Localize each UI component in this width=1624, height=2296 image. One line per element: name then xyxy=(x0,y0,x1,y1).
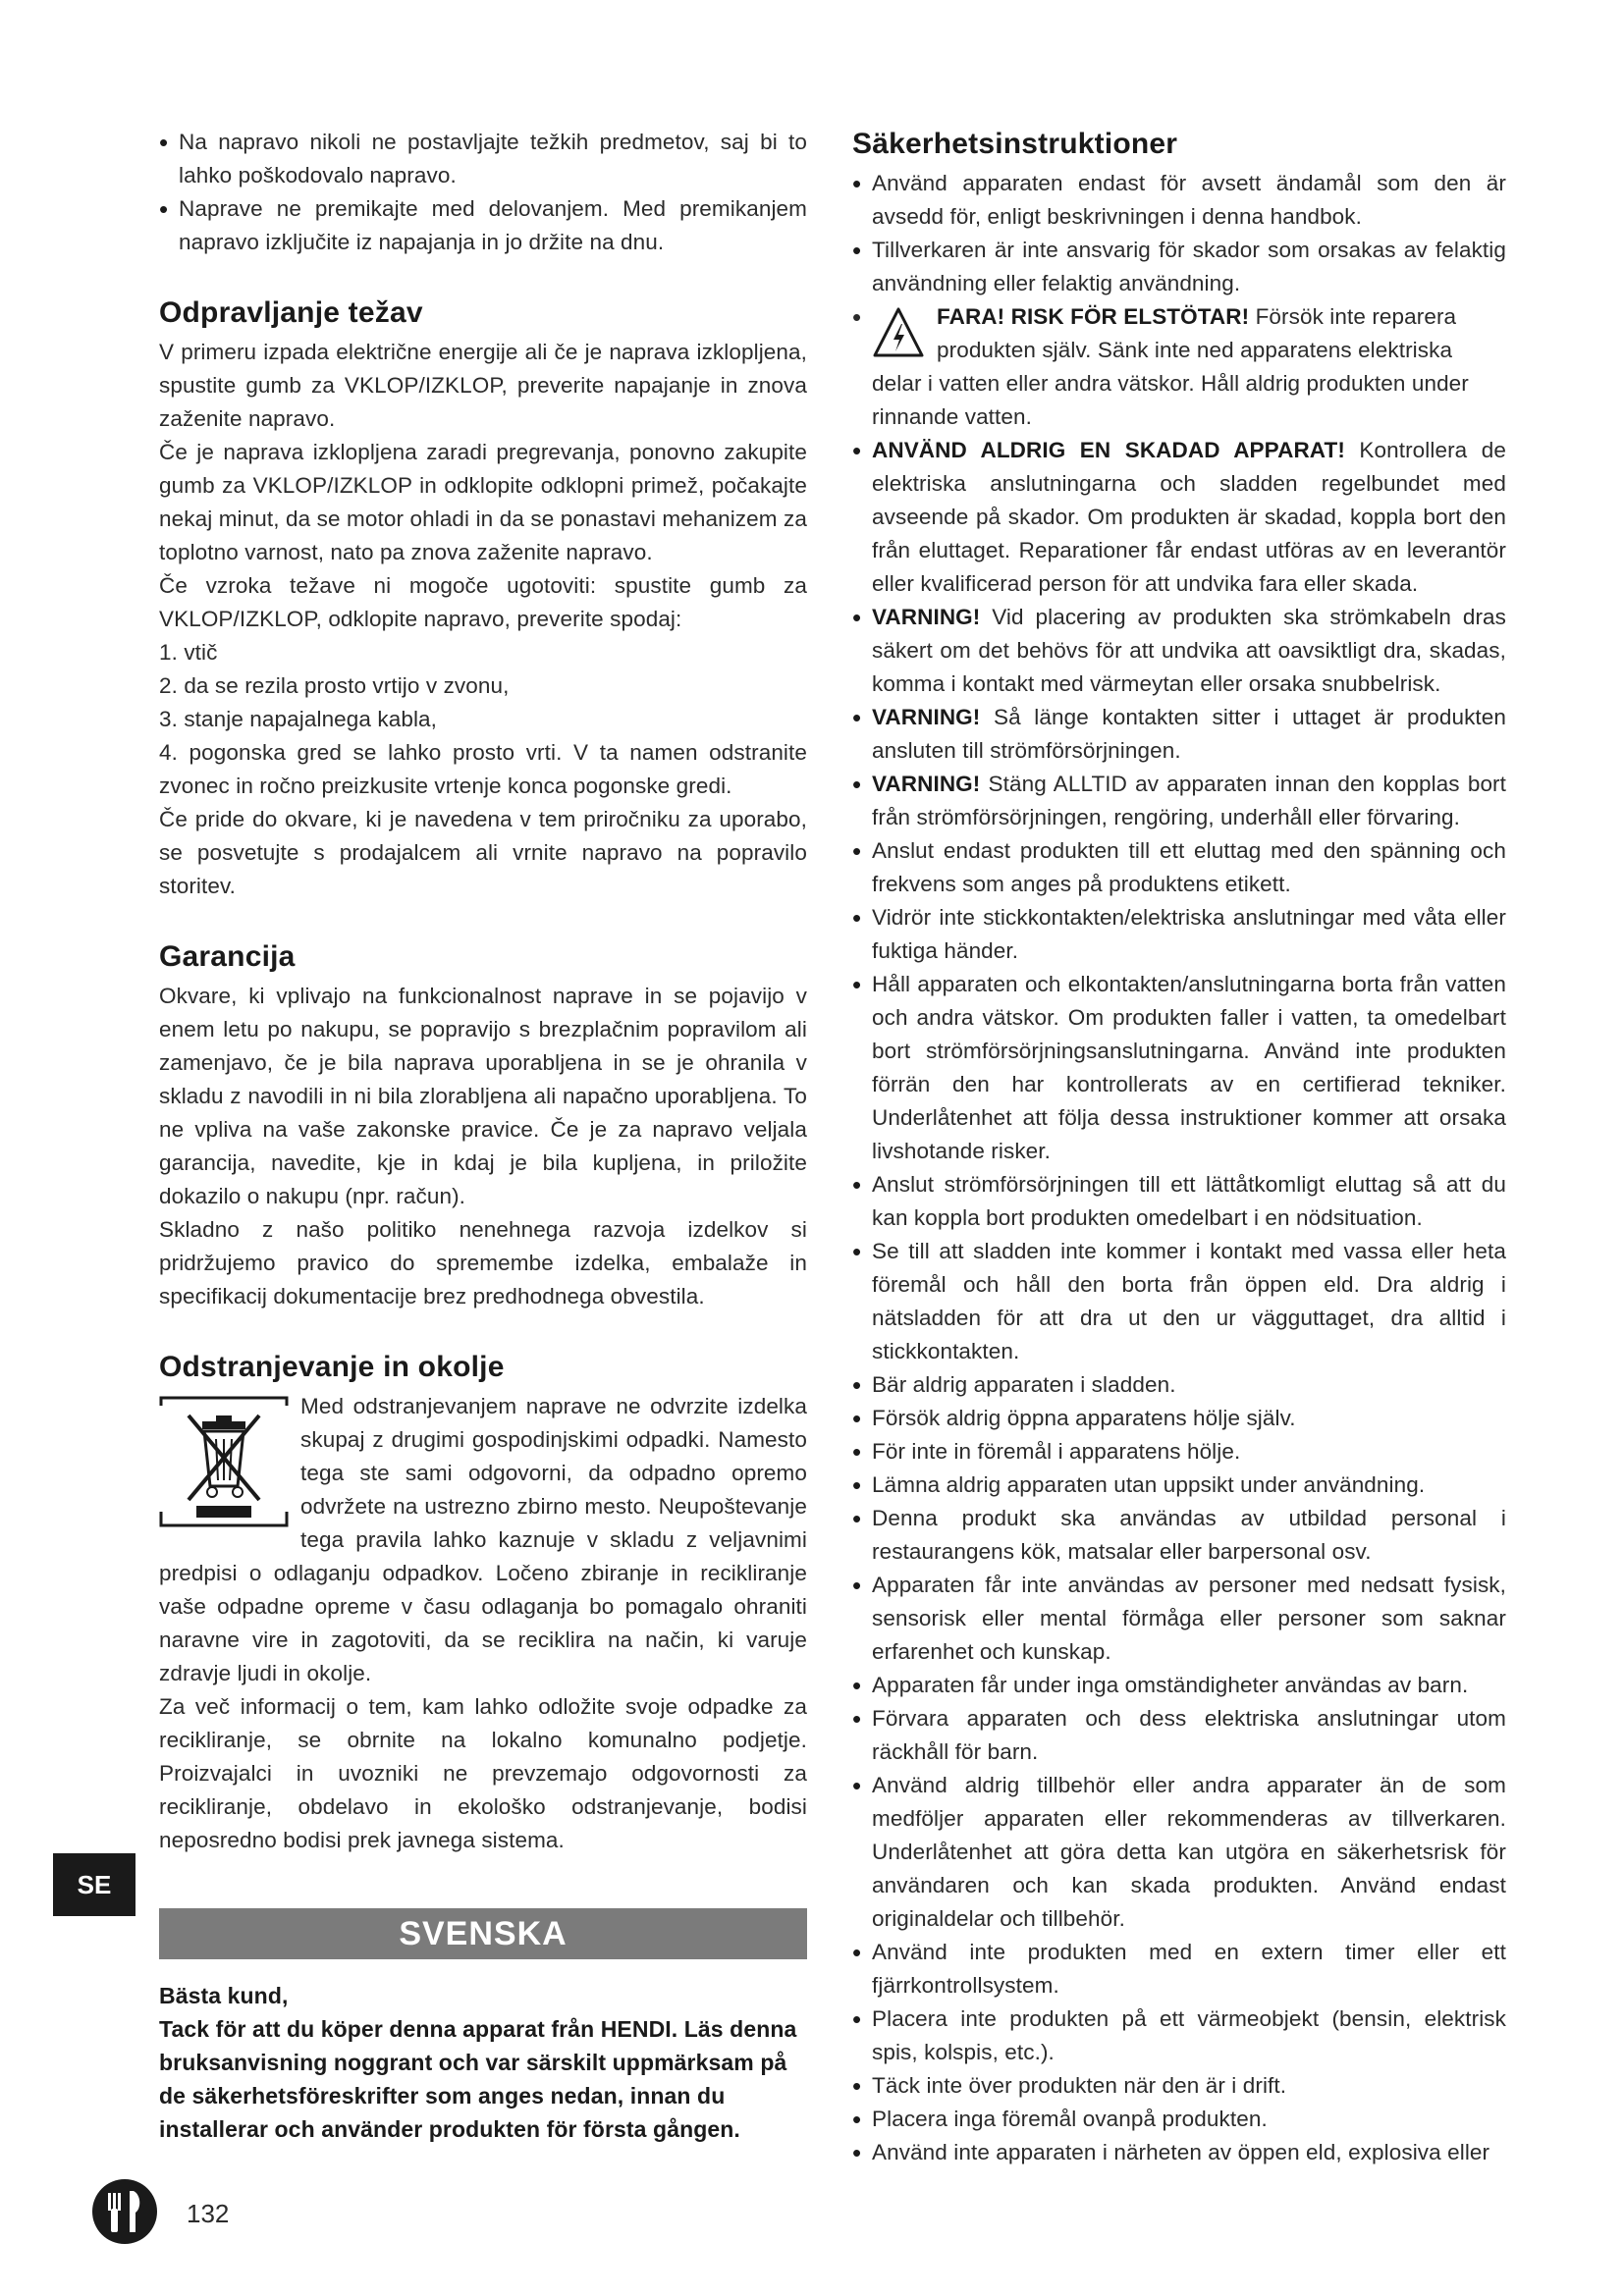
numbered-item: 4. pogonska gred se lahko prosto vrti. V ta namen odstranite zvonec in ročno preizkusite vrtenje konca pogonske gredi. xyxy=(159,740,807,798)
warranty-heading: Garancija xyxy=(159,940,296,973)
bullet-text: Vid placering av produkten ska strömkabeln dras säkert om det behövs för att undvika att oavsiktligt dra, skadas, komma i kontakt med värmeytan eller orsaka snubbelrisk. xyxy=(872,605,1506,696)
bullet-item: • Placera inga föremål ovanpå produkten. xyxy=(852,2103,1506,2136)
intro-text: Tack för att du köper denna apparat från HENDI. Läs denna bruksanvisning noggrant och var särskilt uppmärksam på de säkerhetsföreskrifter som anges nedan, innan du installerar och använder produkten för första gången. xyxy=(159,2016,797,2142)
intro-block xyxy=(159,1979,807,2146)
weee-crossed-bin-icon xyxy=(159,1396,289,1529)
disposal-heading: Odstranjevanje in okolje xyxy=(159,1351,505,1383)
bullet-item: • Täck inte över produkten när den är i drift. xyxy=(852,2069,1506,2103)
bullet-item: • Tillverkaren är inte ansvarig för skador som orsakas av felaktig användning eller felaktig användning. xyxy=(852,234,1506,300)
paragraph: Če pride do okvare, ki je navedena v tem priročniku za uporabo, se posvetujte s prodajalcem ali vrnite napravo na popravilo storitev. xyxy=(159,807,807,898)
bullet-item: • Na napravo nikoli ne postavljajte težkih predmetov, saj bi to lahko poškodovalo napravo. xyxy=(159,126,807,192)
safety-heading: Säkerhetsinstruktioner xyxy=(852,128,1178,160)
right-column xyxy=(852,126,1506,2169)
bullet-item: • Apparaten får inte användas av personer med nedsatt fysisk, sensorisk eller mental förmåga eller personer som saknar erfarenhet och kunskap. xyxy=(852,1569,1506,1669)
bullet-item: • Bär aldrig apparaten i sladden. xyxy=(852,1368,1506,1402)
numbered-item: 1. vtič xyxy=(159,640,218,665)
disposal-block xyxy=(159,1390,807,1690)
bullet-item: • Använd inte produkten med en extern timer eller ett fjärrkontrollsystem. xyxy=(852,1936,1506,2002)
bullet-item: • För inte in föremål i apparatens hölje. xyxy=(852,1435,1506,1468)
bullet-item: • Apparaten får under inga omständigheter användas av barn. xyxy=(852,1669,1506,1702)
troubleshooting-heading: Odpravljanje težav xyxy=(159,296,423,329)
bullet-item xyxy=(852,601,1506,701)
bullet-item xyxy=(852,701,1506,768)
danger-bullet xyxy=(852,300,1506,434)
paragraph: Če vzroka težave ni mogoče ugotoviti: spustite gumb za VKLOP/IZKLOP, odklopite napravo, preverite spodaj: xyxy=(159,573,807,631)
bullet-bold: VARNING! xyxy=(872,605,981,629)
bullet-item: • Lämna aldrig apparaten utan uppsikt under användning. xyxy=(852,1468,1506,1502)
bullet-item: • Vidrör inte stickkontakten/elektriska anslutningar med våta eller fuktiga händer. xyxy=(852,901,1506,968)
language-tab: SE xyxy=(53,1853,135,1916)
bullet-item: • Denna produkt ska användas av utbildad personal i restaurangens kök, matsalar eller barpersonal osv. xyxy=(852,1502,1506,1569)
paragraph: Če je naprava izklopljena zaradi pregrevanja, ponovno zakupite gumb za VKLOP/IZKLOP in odklopite odklopni primež, počakajte nekaj minut, da se motor ohladi in da se ponastavi mehanizem za toplotno varnost, nato pa znova zaženite napravo. xyxy=(159,440,807,564)
bullet-item: • Anslut endast produkten till ett eluttag med den spänning och frekvens som anges på produktens etikett. xyxy=(852,834,1506,901)
paragraph: V primeru izpada električne energije ali če je naprava izklopljena, spustite gumb za VKLOP/IZKLOP, preverite napajanje in znova zaženite napravo. xyxy=(159,340,807,431)
bullet-item: • Håll apparaten och elkontakten/anslutningarna borta från vatten och andra vätskor. Om produkten faller i vatten, ta omedelbart bort strömförsörjningsanslutningarna. Använd inte produkten förrän den har kontrollerats av en certifierad tekniker. Underlåtenhet att följa dessa instruktioner kommer att orsaka livshotande risker. xyxy=(852,968,1506,1168)
paragraph: Med odstranjevanjem naprave ne odvrzite izdelka skupaj z drugimi gospodinjskimi odpadki. Namesto tega ste sami odgovorni, da odpadno opremo odvržete na ustrezno zbirno mesto. Neupoštevanje tega pravila lahko kaznuje v skladu z veljavnimi predpisi o odlaganju odpadkov. Ločeno zbiranje in recikliranje vaše odpadne opreme v času odlaganja bo pomagalo ohraniti naravne vire in zagotoviti, da se reciklira na način, ki varuje zdravje ljudi in okolje. xyxy=(159,1394,807,1685)
bullet-item xyxy=(852,434,1506,601)
paragraph: Za več informacij o tem, kam lahko odložite svoje odpadke za recikliranje, se obrnite na lokalno komunalno podjetje. Proizvajalci in uvozniki ne prevzemajo odgovornosti za recikliranje, obdelavo in ekološko odstranjevanje, bodisi neposredno bodisi prek javnega sistema. xyxy=(159,1694,807,1852)
bullet-bold: VARNING! xyxy=(872,705,981,729)
danger-label: FARA! RISK FÖR ELSTÖTAR! xyxy=(937,304,1250,329)
bullet-bold: VARNING! xyxy=(872,772,981,796)
bullet-item: • Försök aldrig öppna apparatens hölje själv. xyxy=(852,1402,1506,1435)
bullet-item: • Anslut strömförsörjningen till ett lättåtkomligt eluttag så att du kan koppla bort produkten omedelbart i en nödsituation. xyxy=(852,1168,1506,1235)
language-banner: SVENSKA xyxy=(159,1908,807,1959)
greeting: Bästa kund, xyxy=(159,1983,289,2008)
bullet-item: • Placera inte produkten på ett värmeobjekt (bensin, elektrisk spis, kolspis, etc.). xyxy=(852,2002,1506,2069)
cutlery-logo-icon xyxy=(90,2177,159,2246)
paragraph: Skladno z našo politiko nenehnega razvoja izdelkov si pridržujemo pravico do spremembe izdelka, embalaže in specifikacij dokumentacije brez predhodnega obvestila. xyxy=(159,1217,807,1308)
danger-text: Försök inte reparera produkten själv. Sänk inte ned apparatens elektriska delar i vatten eller andra vätskor. Håll aldrig produkten under rinnande vatten. xyxy=(872,304,1469,429)
bullet-item: • Använd inte apparaten i närheten av öppen eld, explosiva eller xyxy=(852,2136,1506,2169)
paragraph: Okvare, ki vplivajo na funkcionalnost naprave in se pojavijo v enem letu po nakupu, se popravijo s brezplačnim popravilom ali zamenjavo, če je bila naprava uporabljena in se je ohranila v skladu z navodili in ni bila zlorabljena ali napačno uporabljena. To ne vpliva na vaše zakonske pravice. Če je za napravo veljala garancija, navedite, kje in kdaj je bila kupljena, in priložite dokazilo o nakupu (npr. račun). xyxy=(159,984,807,1208)
numbered-item: 2. da se rezila prosto vrtijo v zvonu, xyxy=(159,673,510,698)
left-column xyxy=(159,126,807,2146)
page-number: 132 xyxy=(187,2199,230,2228)
bullet-item: • Förvara apparaten och dess elektriska anslutningar utom räckhåll för barn. xyxy=(852,1702,1506,1769)
bullet-item: • Se till att sladden inte kommer i kontakt med vassa eller heta föremål och håll den borta från öppen eld. Dra aldrig i nätsladden för att dra ut den ur vägguttaget, dra alltid i stickkontakten. xyxy=(852,1235,1506,1368)
numbered-item: 3. stanje napajalnega kabla, xyxy=(159,707,438,731)
bullet-item: • Naprave ne premikajte med delovanjem. Med premikanjem napravo izključite iz napajanja in jo držite na dnu. xyxy=(159,192,807,259)
bullet-text: Så länge kontakten sitter i uttaget är produkten ansluten till strömförsörjningen. xyxy=(872,705,1506,763)
bullet-item: • Använd aldrig tillbehör eller andra apparater än de som medföljer apparaten eller rekommenderas av tillverkaren. Underlåtenhet att göra detta kan utgöra en säkerhetsrisk för användaren och kan skada produkten. Använd endast originaldelar och tillbehör. xyxy=(852,1769,1506,1936)
bullet-bold: ANVÄND ALDRIG EN SKADAD APPARAT! xyxy=(872,438,1345,462)
bullet-item: • Använd apparaten endast för avsett ändamål som den är avsedd för, enligt beskrivningen i denna handbok. xyxy=(852,167,1506,234)
electric-shock-warning-icon xyxy=(872,306,925,359)
bullet-item xyxy=(852,768,1506,834)
bullet-text: Stäng ALLTID av apparaten innan den kopplas bort från strömförsörjningen, rengöring, underhåll eller förvaring. xyxy=(872,772,1506,829)
bullet-text: Kontrollera de elektriska anslutningarna och sladden regelbundet med avseende på skador. Om produkten är skadad, koppla bort den från eluttaget. Reparationer får endast utföras av en leverantör eller kvalificerad person för att undvika fara eller skada. xyxy=(872,438,1506,596)
